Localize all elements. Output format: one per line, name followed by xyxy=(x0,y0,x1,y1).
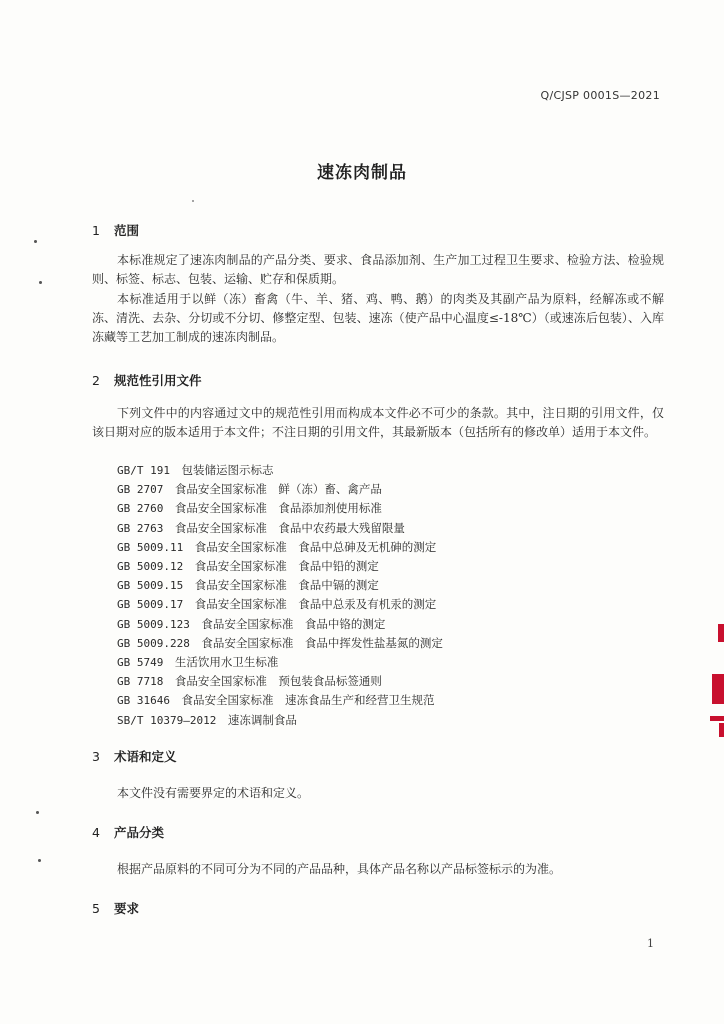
reference-item: GB 5009.11 食品安全国家标准 食品中总砷及无机砷的测定 xyxy=(117,539,437,554)
section-title: 要求 xyxy=(114,901,140,916)
reference-item: SB/T 10379—2012 速冻调制食品 xyxy=(117,712,297,727)
terms-text: 本文件没有需要界定的术语和定义。 xyxy=(117,786,310,800)
seal-edge-mark xyxy=(719,723,724,737)
reference-item: GB 5749 生活饮用水卫生标准 xyxy=(117,655,279,670)
scan-speck xyxy=(36,811,39,814)
scope-paragraph-1: 本标准规定了速冻肉制品的产品分类、要求、食品添加剂、生产加工过程卫生要求、检验方法、检验规则、标签、标志、包装、运输、贮存和保质期。 xyxy=(92,253,664,286)
reference-item: GB 2763 食品安全国家标准 食品中农药最大残留限量 xyxy=(117,520,405,535)
section-number: 4 xyxy=(92,825,100,840)
seal-edge-mark xyxy=(718,624,724,642)
section-title: 范围 xyxy=(114,223,140,238)
section-number: 3 xyxy=(92,749,100,764)
section-5-heading xyxy=(92,899,139,917)
seal-edge-mark xyxy=(712,674,724,704)
standard-code: Q/CJSP 0001S—2021 xyxy=(540,89,660,102)
scan-speck xyxy=(39,281,42,284)
reference-item: GB 5009.123 食品安全国家标准 食品中铬的测定 xyxy=(117,616,386,631)
document-title: 速冻肉制品 xyxy=(317,163,407,183)
reference-item: GB 5009.15 食品安全国家标准 食品中镉的测定 xyxy=(117,578,379,593)
page-number: 1 xyxy=(647,937,654,950)
reference-item: GB 31646 食品安全国家标准 速冻食品生产和经营卫生规范 xyxy=(117,693,435,708)
scope-paragraph-2: 本标准适用于以鲜（冻）畜禽（牛、羊、猪、鸡、鸭、鹅）的肉类及其副产品为原料，经解冻或不解冻、清洗、去杂、分切或不分切、修整定型、包装、速冻（使产品中心温度≤-18℃）（或速冻后包装）、入库冻藏等工艺加工制成的速冻肉制品。 xyxy=(92,292,664,344)
reference-item: GB 5009.228 食品安全国家标准 食品中挥发性盐基氮的测定 xyxy=(117,635,443,650)
section-number: 2 xyxy=(92,373,100,388)
reference-item: GB 2760 食品安全国家标准 食品添加剂使用标准 xyxy=(117,501,382,516)
scan-speck xyxy=(38,859,41,862)
reference-item: GB 2707 食品安全国家标准 鲜（冻）畜、禽产品 xyxy=(117,482,382,497)
section-title: 产品分类 xyxy=(114,825,165,840)
reference-item: GB 5009.17 食品安全国家标准 食品中总汞及有机汞的测定 xyxy=(117,597,437,612)
reference-item: GB/T 191 包装储运图示标志 xyxy=(117,463,274,477)
section-3-heading xyxy=(92,747,177,765)
reference-item: GB 7718 食品安全国家标准 预包装食品标签通则 xyxy=(117,674,382,689)
classification-text: 根据产品原料的不同可分为不同的产品品种，具体产品名称以产品标签标示的为准。 xyxy=(117,862,562,876)
scan-speck xyxy=(34,240,37,243)
references-intro: 下列文件中的内容通过文中的规范性引用而构成本文件必不可少的条款。其中，注日期的引用文件，仅该日期对应的版本适用于本文件；不注日期的引用文件，其最新版本（包括所有的修改单）适用于本文件。 xyxy=(92,406,664,439)
scan-speck xyxy=(192,200,194,202)
section-2-heading xyxy=(92,371,202,389)
section-number: 1 xyxy=(92,223,100,238)
section-1-heading xyxy=(92,221,139,239)
section-4-heading xyxy=(92,823,164,841)
section-title: 术语和定义 xyxy=(114,749,177,764)
section-number: 5 xyxy=(92,901,100,916)
reference-list xyxy=(117,461,443,730)
section-title: 规范性引用文件 xyxy=(114,373,202,388)
reference-item: GB 5009.12 食品安全国家标准 食品中铅的测定 xyxy=(117,559,379,574)
seal-edge-mark xyxy=(710,716,724,721)
